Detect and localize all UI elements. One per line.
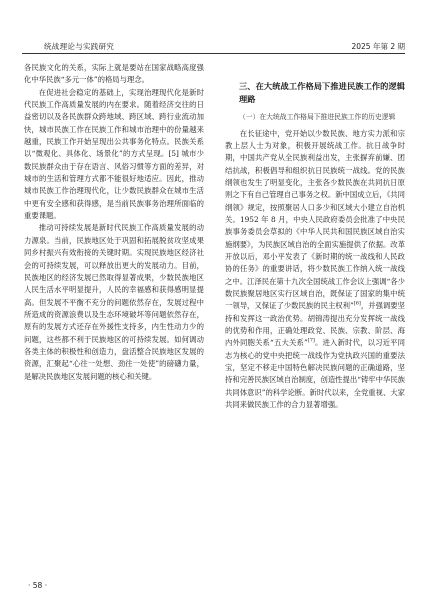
paragraph bbox=[225, 128, 405, 412]
citation-ref: [7] bbox=[307, 337, 315, 344]
paragraph-text: ，并强调要坚持和发挥这一政治优势。胡锦涛提出充分发挥统一战线的优势和作用，正确处理政党、民族、宗教、阶层、海内外同胞关系“五大关系” bbox=[225, 301, 405, 348]
paragraph: 在促进社会稳定的基础上，实现治理现代化是新时代民族工作高质量发展的内在要求。随着经济交往的日益密切以及各民族群众跨地域、跨区域、跨行业流动加快，城市民族工作在民族工作和城市治理中的份量越来越重，民族工作开始呈现出公共事务化特点。民族关系以“微观化、具体化、场景化”的方式呈现。[5] 城市少数民族群众由于存在语言、风俗习惯等方面的差异，对城市的生活和管理方式都不能很好地适应。因此，推动城市民族工作治理现代化，让少数民族群众在城市生活中更有安全感和获得感，是当前民族事务治理所面临的重要课题。 bbox=[24, 87, 204, 221]
running-header bbox=[22, 40, 405, 54]
paragraph: 推动可持续发展是新时代民族工作高质量发展的动力源泉。当前，民族地区处于巩固和拓展脱贫攻坚成果同乡村振兴有效衔接的关键时期。实现民族地区经济社会的可持续发展，可以释放出更大的发展动力。目前，民族地区的经济发展已然取得显著成果，少数民族地区人民生活水平明显提升，人民的幸福感和获得感明显提高。但发展不平衡不充分的问题依然存在，发展过程中所造成的资源浪费以及生态环境破坏等问题依然存在，原有的发展方式还存在外援性支持多，内生性动力少的问题，这些都不利于民族地区的可持续发展。如何调动各类主体的积极性和创造力，盘活整合民族地区发展的资源，汇聚起“心往一处想、劲往一处使”的磅礴力量，是解决民族地区发展问题的核心和关键。 bbox=[24, 223, 204, 381]
subsection-title: （一）在大统战工作格局下推进民族工作的历史逻辑 bbox=[239, 113, 396, 121]
left-column bbox=[24, 62, 204, 383]
page-number: · 58 · bbox=[28, 581, 48, 590]
paragraph-text: 在长征途中，党开始以少数民族、地方实力派和宗教上层人士为对象，积极开展统战工作。抗日战争时期，中国共产党从全民族利益出发，主张摒弃前嫌、团结抗战，积极倡导和组织抗日民族统一战线。党的民族纲领也发生了明显变化，主张各少数民族在共同抗日原则之下有自己管理自己事务之权。新中国成立后，《共同纲领》规定，按照聚居人口多少和区域大小建立自治机关。1952 年 8 月，中央人民政府委员会批准了中央民族事务委员会草拟的《中华人民共和国民族区域自治实施纲要》，为民族区域自治的全面实施提供了依据。改革开放以后，邓小平发表了《新时期的统一战线和人民政协的任务》的重要讲话，将少数民族工作纳入统一战线之中。江泽民在第十九次全国统战工作会议上强调“各少数民族聚居地区实行区域自治，既保证了国家的集中统一领导，又保证了少数民族的民主权利” bbox=[225, 128, 406, 311]
section-title: 三、在大统战工作格局下推进民族工作的逻辑理路 bbox=[239, 81, 405, 104]
header-rule bbox=[22, 53, 405, 54]
paragraph: 各民族文化的关系，实际上就是要站在国家战略高度强化中华民族“多元一体”的格局与理念。 bbox=[24, 63, 204, 85]
issue-label: 2025 年第 2 期 bbox=[351, 42, 405, 51]
journal-name: 统战理论与实践研究 bbox=[44, 42, 115, 51]
right-column bbox=[225, 62, 405, 411]
citation-ref: [6] bbox=[353, 300, 361, 307]
paragraph-text: 。进入新时代，以习近平同志为核心的党中央把统一战线作为党执政兴国的重要法宝，坚定不移走中国特色解决民族问题的正确道路，坚持和完善民族区域自治制度，创造性提出“铸牢中华民族共同体意识”的科学论断。新时代以来，全党重视、大家共同来做民族工作的合力显著增强。 bbox=[225, 338, 406, 410]
